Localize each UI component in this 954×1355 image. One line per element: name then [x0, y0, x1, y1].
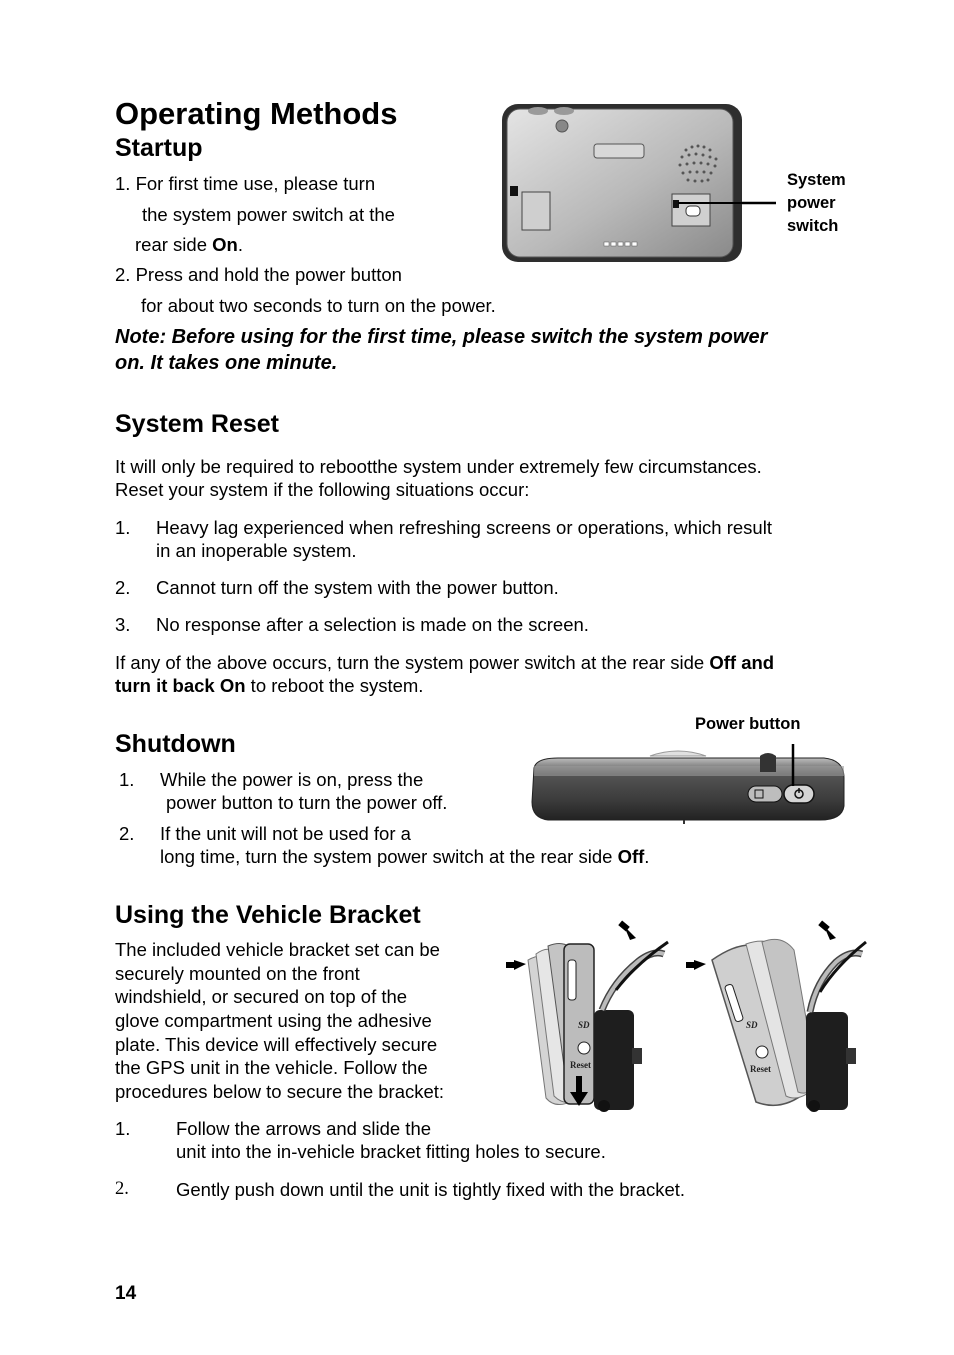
bracket-step2-illustration	[686, 920, 868, 1115]
page-number: 14	[115, 1283, 137, 1304]
startup-note-line1: Note: Before using for the first time, please switch the system power	[115, 326, 768, 348]
bracket-para-line6: the GPS unit in the vehicle. Follow the	[115, 1057, 428, 1078]
bracket-item-1-line1: Follow the arrows and slide the	[176, 1118, 432, 1139]
sd-label-2: SD	[746, 1020, 758, 1030]
bracket-heading: Using the Vehicle Bracket	[115, 901, 421, 929]
shutdown-item-1-line1: While the power is on, press the	[160, 769, 424, 790]
bracket-item-2-line1: Gently push down until the unit is tightly fixed with the bracket.	[176, 1179, 686, 1200]
bracket-item-1-line2: unit into the in-vehicle bracket fitting holes to secure.	[176, 1141, 606, 1162]
reset-heading: System Reset	[115, 410, 279, 438]
startup-step2-line2: for about two seconds to turn on the power.	[141, 295, 496, 316]
switch-callout-line2: power	[787, 194, 836, 212]
bracket-para-line1: The included vehicle bracket set can be	[115, 939, 440, 960]
reset-outro-line2: turn it back On to reboot the system.	[115, 675, 424, 696]
startup-step1-line3: rear side On.	[135, 234, 243, 255]
bracket-para-line7: procedures below to secure the bracket:	[115, 1081, 445, 1102]
bracket-para-line3: windshield, or secured on top of the	[115, 986, 408, 1007]
reset-item-3-num: 3.	[115, 614, 131, 635]
bracket-item-1-num: 1.	[115, 1118, 131, 1139]
shutdown-item-2-num: 2.	[119, 823, 135, 844]
startup-step1-line1: 1. For first time use, please turn	[115, 173, 376, 194]
reset-label-2: Reset	[750, 1064, 771, 1074]
shutdown-item-1-num: 1.	[119, 769, 135, 790]
shutdown-heading: Shutdown	[115, 730, 236, 758]
switch-callout-line1: System	[787, 171, 846, 189]
reset-item-2-line1: Cannot turn off the system with the power button.	[156, 577, 559, 598]
device-rear-illustration	[500, 102, 745, 264]
bracket-step1-illustration	[506, 920, 676, 1115]
reset-item-1-line1: Heavy lag experienced when refreshing screens or operations, which result	[156, 517, 772, 538]
bracket-para-line5: plate. This device will effectively secure	[115, 1034, 438, 1055]
bracket-item-2-num: 2.	[115, 1179, 129, 1199]
startup-note-line2: on. It takes one minute.	[115, 352, 338, 374]
shutdown-item-2-line2: long time, turn the system power switch at the rear side Off.	[160, 846, 650, 867]
switch-callout-line	[742, 201, 776, 205]
shutdown-item-2-line1: If the unit will not be used for a	[160, 823, 411, 844]
switch-callout-line3: switch	[787, 217, 839, 235]
reset-label: Reset	[570, 1060, 591, 1070]
reset-item-1-line2: in an inoperable system.	[156, 540, 357, 561]
shutdown-item-1-line2: power button to turn the power off.	[166, 792, 448, 813]
reset-intro-line2: Reset your system if the following situations occur:	[115, 479, 530, 500]
device-side-illustration	[528, 742, 848, 824]
startup-step2-line1: 2. Press and hold the power button	[115, 264, 402, 285]
bracket-para-line2: securely mounted on the front	[115, 963, 360, 984]
page-title: Operating Methods	[115, 96, 398, 131]
reset-item-1-num: 1.	[115, 517, 131, 538]
startup-heading: Startup	[115, 134, 203, 162]
reset-item-2-num: 2.	[115, 577, 131, 598]
reset-outro-line1: If any of the above occurs, turn the system power switch at the rear side Off and	[115, 652, 775, 673]
startup-step1-line2: the system power switch at the	[142, 204, 395, 225]
reset-intro-line1: It will only be required to rebootthe system under extremely few circumstances.	[115, 456, 762, 477]
power-button-callout: Power button	[695, 715, 801, 733]
bracket-para-line4: glove compartment using the adhesive	[115, 1010, 432, 1031]
sd-label: SD	[578, 1020, 590, 1030]
reset-item-3-line1: No response after a selection is made on the screen.	[156, 614, 589, 635]
